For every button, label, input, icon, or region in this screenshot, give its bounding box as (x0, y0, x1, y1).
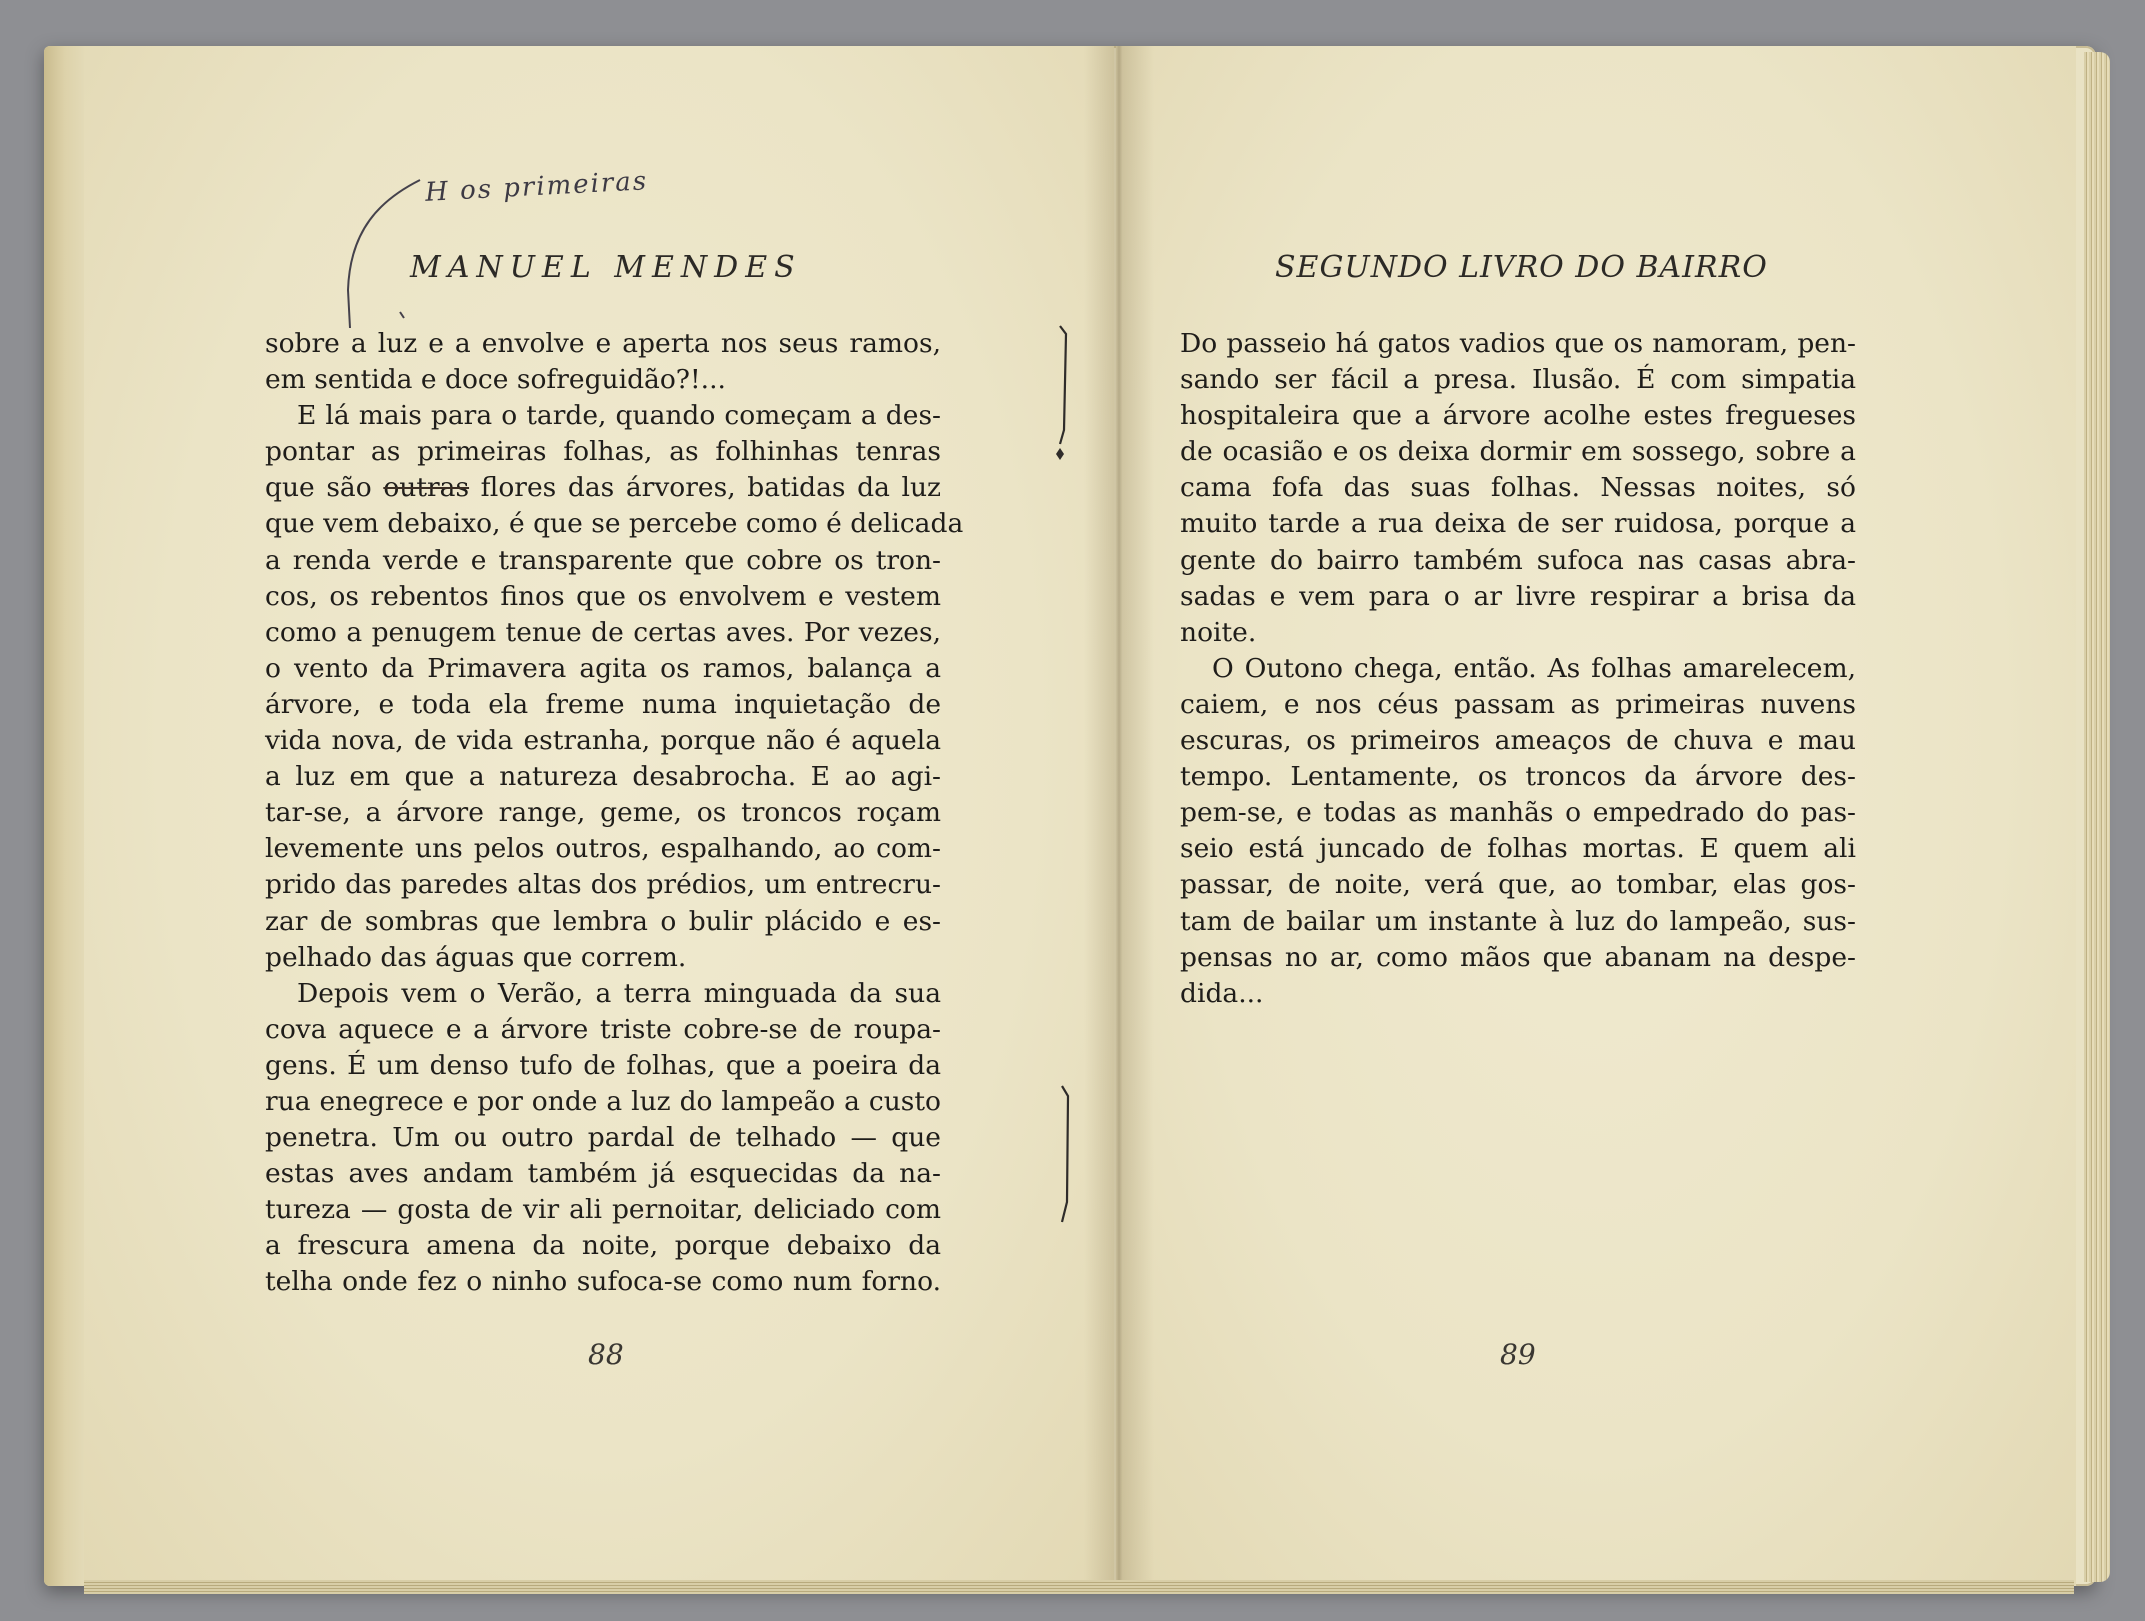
text-line: a renda verde e transparente que cobre os tron- (265, 544, 941, 576)
book-fore-edge (2084, 52, 2110, 1582)
running-head-left: MANUEL MENDES (410, 250, 802, 285)
text-line (265, 470, 941, 506)
text-line: dida... (1180, 977, 1264, 1009)
text-line: prido das paredes altas dos prédios, um entrecru- (265, 869, 941, 901)
text-line: pensas no ar, como mãos que abanam na despe- (1180, 941, 1856, 973)
text-line: Do passeio há gatos vadios que os namoram, pen- (1180, 328, 1856, 359)
text-line: vida nova, de vida estranha, porque não é aquela (265, 725, 941, 757)
text-line: passar, de noite, verá que, ao tombar, elas gos- (1180, 869, 1856, 901)
text-line: levemente uns pelos outros, espalhando, ao com- (265, 833, 941, 865)
text-line: tam de bailar um instante à luz do lampeão, sus- (1180, 905, 1856, 937)
text-fragment: flores das árvores, batidas da luz (469, 472, 941, 504)
text-fragment: que são (265, 472, 384, 504)
text-line: de ocasião e os deixa dormir em sossego, sobre a (1180, 436, 1856, 468)
text-line: penetra. Um ou outro pardal de telhado — que (265, 1122, 941, 1154)
handwritten-note: H os primeiras (424, 166, 649, 208)
text-line: gente do bairro também sufoca nas casas abra- (1180, 544, 1856, 576)
text-line: sobre a luz e a envolve e aperta nos seus ramos, (265, 328, 941, 359)
text-line: tureza — gosta de vir ali pernoitar, deliciado com (265, 1194, 941, 1226)
text-line: cama fofa das suas folhas. Nessas noites, só (1180, 472, 1856, 504)
running-head-right: SEGUNDO LIVRO DO BAIRRO (1275, 250, 1768, 285)
text-line: como a penugem tenue de certas aves. Por vezes, (265, 616, 941, 648)
text-line: hospitaleira que a árvore acolhe estes fregueses (1180, 400, 1856, 432)
margin-pencil-mark-lower (1054, 1082, 1084, 1232)
text-line: a luz em que a natureza desabrocha. E ao agi- (265, 761, 941, 793)
text-line: que vem debaixo, é que se percebe como é delicada (265, 508, 964, 540)
text-line: noite. (1180, 616, 1257, 648)
text-line: gens. É um denso tufo de folhas, que a poeira da (265, 1049, 941, 1081)
text-line: zar de sombras que lembra o bulir plácido e es- (265, 905, 941, 937)
text-line: E lá mais para o tarde, quando começam a des- (297, 400, 941, 432)
margin-pencil-mark-upper (1040, 320, 1080, 470)
page-number-right: 89 (1500, 1338, 1536, 1371)
text-line: sando ser fácil a presa. Ilusão. É com simpatia (1180, 364, 1856, 396)
text-line: muito tarde a rua deixa de ser ruidosa, porque a (1180, 508, 1856, 540)
text-line: cova aquece e a árvore triste cobre-se de roupa- (265, 1013, 941, 1045)
text-line: pem-se, e todas as manhãs o empedrado do pas- (1180, 797, 1856, 829)
text-line: O Outono chega, então. As folhas amarelecem, (1212, 652, 1856, 684)
text-line: o vento da Primavera agita os ramos, balança a (265, 652, 941, 684)
text-line: Depois vem o Verão, a terra minguada da sua (297, 977, 941, 1009)
text-line: tempo. Lentamente, os troncos da árvore des- (1180, 761, 1856, 793)
book-gutter (1084, 46, 1154, 1586)
text-line: seio está juncado de folhas mortas. E quem ali (1180, 833, 1856, 865)
text-line: telha onde fez o ninho sufoca-se como num forno. (265, 1266, 941, 1298)
text-line: rua enegrece e por onde a luz do lampeão a custo (265, 1085, 941, 1117)
text-line: caiem, e nos céus passam as primeiras nuvens (1180, 688, 1856, 720)
text-line: pontar as primeiras folhas, as folhinhas tenras (265, 436, 941, 468)
text-line: escuras, os primeiros ameaços de chuva e mau (1180, 725, 1856, 757)
book-bottom-edge (84, 1580, 2074, 1594)
text-line: tar-se, a árvore range, geme, os troncos roçam (265, 797, 941, 829)
text-line: em sentida e doce sofreguidão?!... (265, 364, 726, 396)
page-number-left: 88 (588, 1338, 624, 1371)
left-text-column (265, 326, 964, 1301)
right-text-column (1180, 326, 1856, 1012)
text-line: árvore, e toda ela freme numa inquietação de (265, 688, 941, 720)
text-line: cos, os rebentos finos que os envolvem e vestem (265, 580, 941, 612)
text-line: a frescura amena da noite, porque debaixo da (265, 1230, 941, 1262)
text-line: estas aves andam também já esquecidas da na- (265, 1158, 941, 1190)
struck-through-word: outras (383, 472, 470, 504)
text-line: pelhado das águas que correm. (265, 941, 687, 973)
text-line: sadas e vem para o ar livre respirar a brisa da (1180, 580, 1856, 612)
